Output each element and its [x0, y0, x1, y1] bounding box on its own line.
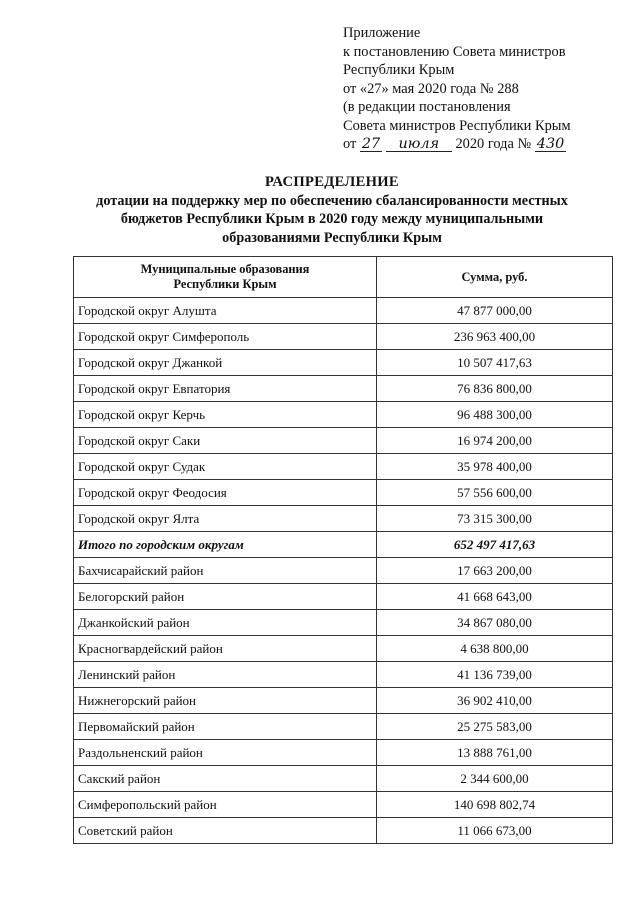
- table-row: [74, 480, 613, 506]
- header-sum: Сумма, руб.: [377, 257, 613, 298]
- subtotal-row: [74, 532, 613, 558]
- table-row: [74, 766, 613, 792]
- subsidy-sum: 140 698 802,74: [377, 792, 613, 818]
- table-row: [74, 298, 613, 324]
- subsidy-sum: 47 877 000,00: [377, 298, 613, 324]
- subsidy-sum: 236 963 400,00: [377, 324, 613, 350]
- amendment-year: 2020 года №: [455, 136, 532, 152]
- title-heading: РАСПРЕДЕЛЕНИЕ: [265, 174, 399, 190]
- table-row: [74, 428, 613, 454]
- table-row: [74, 402, 613, 428]
- municipality-name: Раздольненский район: [74, 740, 377, 766]
- municipality-name: Симферопольский район: [74, 792, 377, 818]
- subsidy-sum: 17 663 200,00: [377, 558, 613, 584]
- municipality-name: Городской округ Джанкой: [74, 350, 377, 376]
- table-row: [74, 714, 613, 740]
- municipality-name: Городской округ Феодосия: [74, 480, 377, 506]
- table-row: [74, 324, 613, 350]
- appendix-header: [343, 24, 571, 154]
- subsidy-sum: 35 978 400,00: [377, 454, 613, 480]
- table-row: [74, 688, 613, 714]
- table-row: [74, 610, 613, 636]
- municipality-name: Городской округ Ялта: [74, 506, 377, 532]
- subsidy-sum: 36 902 410,00: [377, 688, 613, 714]
- municipality-name: Первомайский район: [74, 714, 377, 740]
- subsidy-sum: 10 507 417,63: [377, 350, 613, 376]
- amendment-prefix: от: [343, 136, 357, 152]
- municipality-name: Городской округ Евпатория: [74, 376, 377, 402]
- subsidy-sum: 76 836 800,00: [377, 376, 613, 402]
- appendix-line: Приложение: [343, 25, 421, 41]
- distribution-table: [73, 256, 613, 844]
- municipality-name: Итого по городским округам: [74, 532, 377, 558]
- municipality-name: Сакский район: [74, 766, 377, 792]
- subsidy-sum: 57 556 600,00: [377, 480, 613, 506]
- municipality-name: Красногвардейский район: [74, 636, 377, 662]
- subsidy-sum: 25 275 583,00: [377, 714, 613, 740]
- subsidy-sum: 11 066 673,00: [377, 818, 613, 844]
- municipality-name: Городской округ Симферополь: [74, 324, 377, 350]
- subsidy-sum: 34 867 080,00: [377, 610, 613, 636]
- municipality-name: Городской округ Саки: [74, 428, 377, 454]
- table-row: [74, 584, 613, 610]
- subsidy-sum: 41 136 739,00: [377, 662, 613, 688]
- table-row: [74, 792, 613, 818]
- handwritten-day: 27: [361, 136, 381, 152]
- municipality-name: Городской округ Керчь: [74, 402, 377, 428]
- appendix-line: от «27» мая 2020 года № 288: [343, 80, 519, 97]
- table-body: [74, 298, 613, 844]
- subsidy-sum: 2 344 600,00: [377, 766, 613, 792]
- title-line: образованиями Республики Крым: [222, 229, 442, 246]
- table-row: [74, 454, 613, 480]
- table-header-row: [74, 257, 613, 298]
- subsidy-sum: 16 974 200,00: [377, 428, 613, 454]
- table-row: [74, 636, 613, 662]
- table-row: [74, 818, 613, 844]
- appendix-line: к постановлению Совета министров: [343, 43, 566, 60]
- table-row: [74, 350, 613, 376]
- subsidy-sum: 652 497 417,63: [377, 532, 613, 558]
- subsidy-sum: 13 888 761,00: [377, 740, 613, 766]
- municipality-name: Нижнегорский район: [74, 688, 377, 714]
- subsidy-sum: 41 668 643,00: [377, 584, 613, 610]
- handwritten-number: 430: [536, 136, 565, 152]
- subsidy-sum: 96 488 300,00: [377, 402, 613, 428]
- title-line: бюджетов Республики Крым в 2020 году между муниципальными: [120, 211, 544, 227]
- table-row: [74, 376, 613, 402]
- municipality-name: Советский район: [74, 818, 377, 844]
- header-municipality: Муниципальные образования Республики Крым: [74, 257, 377, 298]
- title-line: дотации на поддержку мер по обеспечению сбалансированности местных: [96, 192, 568, 209]
- table-row: [74, 506, 613, 532]
- table-row: [74, 662, 613, 688]
- municipality-name: Бахчисарайский район: [74, 558, 377, 584]
- subsidy-sum: 4 638 800,00: [377, 636, 613, 662]
- municipality-name: Белогорский район: [74, 584, 377, 610]
- table-row: [74, 740, 613, 766]
- appendix-line: (в редакции постановления: [343, 99, 511, 115]
- appendix-line: Совета министров Республики Крым: [343, 117, 571, 134]
- municipality-name: Джанкойский район: [74, 610, 377, 636]
- municipality-name: Городской округ Судак: [74, 454, 377, 480]
- handwritten-month: июля: [386, 137, 452, 152]
- table-row: [74, 558, 613, 584]
- appendix-line: Республики Крым: [343, 62, 455, 78]
- subsidy-sum: 73 315 300,00: [377, 506, 613, 532]
- municipality-name: Ленинский район: [74, 662, 377, 688]
- amendment-date-line: [343, 135, 571, 154]
- municipality-name: Городской округ Алушта: [74, 298, 377, 324]
- document-title: [40, 173, 624, 247]
